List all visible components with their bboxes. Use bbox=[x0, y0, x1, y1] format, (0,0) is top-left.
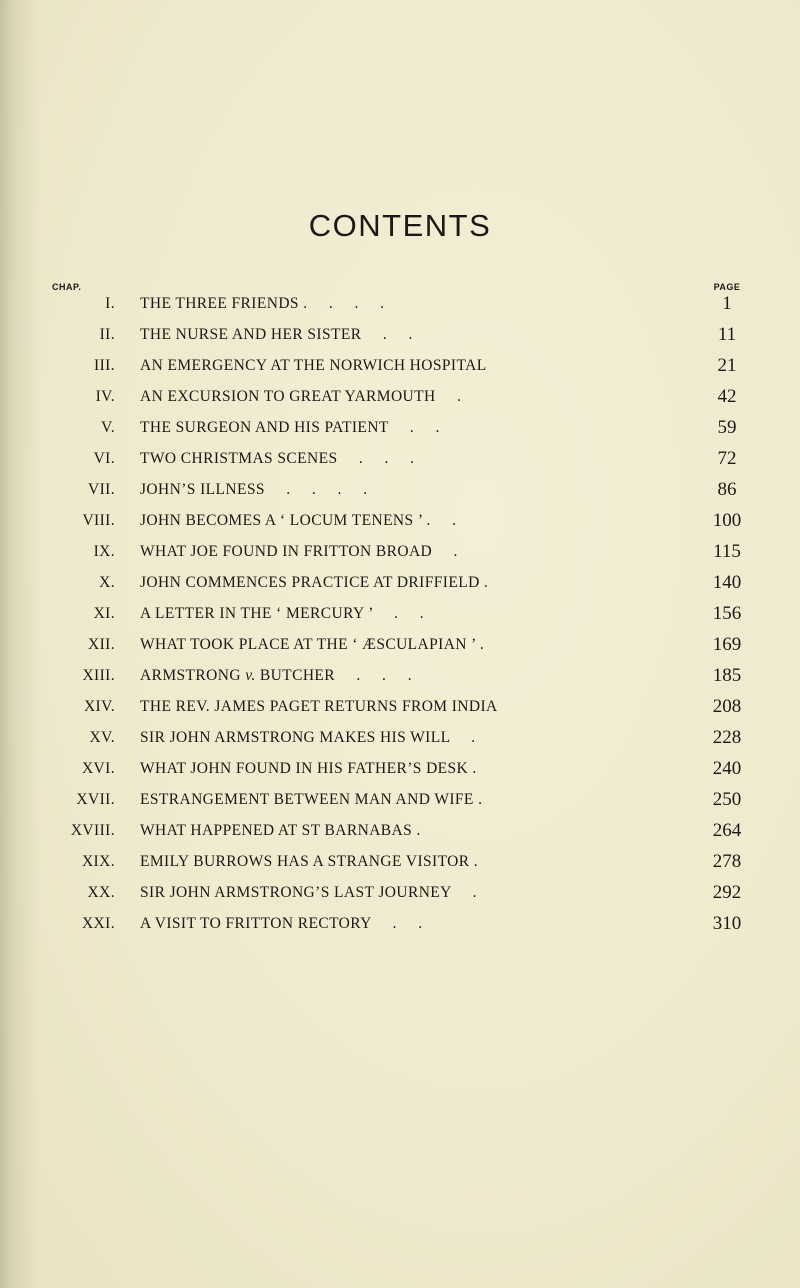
chapter-title: TWO CHRISTMAS SCENES . . . bbox=[140, 450, 415, 467]
chapter-page-number: 208 bbox=[712, 696, 742, 717]
chapter-page-number: 169 bbox=[712, 634, 742, 655]
chapter-page-number: 1 bbox=[722, 293, 732, 314]
chapter-title: SIR JOHN ARMSTRONG’S LAST JOURNEY . bbox=[140, 884, 477, 901]
chapter-page-number: 185 bbox=[712, 665, 742, 686]
chapter-title: WHAT HAPPENED AT ST BARNABAS . bbox=[140, 822, 421, 839]
chapter-page-number: 59 bbox=[717, 417, 737, 438]
chapter-title: WHAT JOHN FOUND IN HIS FATHER’S DESK . bbox=[140, 760, 477, 777]
chapter-page-number: 292 bbox=[712, 882, 742, 903]
toc-entry bbox=[0, 915, 800, 946]
chapter-number: XX. bbox=[87, 884, 115, 901]
page-title: CONTENTS bbox=[308, 208, 492, 243]
chapter-title: THE NURSE AND HER SISTER . . bbox=[140, 326, 413, 343]
chapter-number: X. bbox=[99, 574, 115, 591]
chapter-page-number: 278 bbox=[712, 851, 742, 872]
toc-entry bbox=[0, 295, 800, 326]
chapter-title: JOHN’S ILLNESS . . . . bbox=[140, 481, 368, 498]
chapter-number: II. bbox=[99, 326, 115, 343]
chapter-title: ESTRANGEMENT BETWEEN MAN AND WIFE . bbox=[140, 791, 483, 808]
versus-abbrev: v. bbox=[245, 667, 256, 684]
chapter-number: XVII. bbox=[76, 791, 115, 808]
chapter-number: XVI. bbox=[81, 760, 115, 777]
chapter-title: WHAT TOOK PLACE AT THE ‘ ÆSCULAPIAN ’ . bbox=[140, 636, 485, 653]
toc-entry bbox=[0, 698, 800, 729]
chapter-title: ARMSTRONG v. BUTCHER . . . bbox=[140, 667, 412, 684]
chapter-page-number: 240 bbox=[712, 758, 742, 779]
toc-entry bbox=[0, 543, 800, 574]
toc-entry bbox=[0, 636, 800, 667]
toc-entry bbox=[0, 884, 800, 915]
chapter-page-number: 100 bbox=[712, 510, 742, 531]
chapter-title: WHAT JOE FOUND IN FRITTON BROAD . bbox=[140, 543, 458, 560]
chapter-page-number: 310 bbox=[712, 913, 742, 934]
chapter-page-number: 140 bbox=[712, 572, 742, 593]
chapter-number: XIV. bbox=[83, 698, 115, 715]
chapter-number: IX. bbox=[93, 543, 115, 560]
chapter-number: XIII. bbox=[82, 667, 115, 684]
chapter-page-number: 21 bbox=[717, 355, 737, 376]
chapter-number: I. bbox=[105, 295, 115, 312]
chapter-page-number: 250 bbox=[712, 789, 742, 810]
chapter-page-number: 72 bbox=[717, 448, 737, 469]
toc-entry bbox=[0, 512, 800, 543]
chapter-number: XVIII. bbox=[70, 822, 115, 839]
chapter-page-number: 228 bbox=[712, 727, 742, 748]
chapter-title: JOHN BECOMES A ‘ LOCUM TENENS ’ . . bbox=[140, 512, 457, 529]
toc-entry bbox=[0, 822, 800, 853]
toc-entry bbox=[0, 574, 800, 605]
toc-entry bbox=[0, 853, 800, 884]
chapter-title: A VISIT TO FRITTON RECTORY . . bbox=[140, 915, 423, 932]
chapter-page-number: 86 bbox=[717, 479, 737, 500]
chapter-title: AN EMERGENCY AT THE NORWICH HOSPITAL bbox=[140, 357, 487, 374]
chapter-title: THE REV. JAMES PAGET RETURNS FROM INDIA bbox=[140, 698, 498, 715]
chapter-number: VIII. bbox=[82, 512, 115, 529]
toc-entry bbox=[0, 667, 800, 698]
chapter-page-number: 42 bbox=[717, 386, 737, 407]
chapter-title: THE SURGEON AND HIS PATIENT . . bbox=[140, 419, 440, 436]
chapter-title: AN EXCURSION TO GREAT YARMOUTH . bbox=[140, 388, 462, 405]
toc-entry bbox=[0, 388, 800, 419]
chapter-title: THE THREE FRIENDS . . . . bbox=[140, 295, 385, 312]
toc-entry bbox=[0, 729, 800, 760]
toc-entry bbox=[0, 419, 800, 450]
chapter-number: XI. bbox=[93, 605, 115, 622]
toc-entry bbox=[0, 326, 800, 357]
toc-entry bbox=[0, 791, 800, 822]
toc-entry bbox=[0, 605, 800, 636]
chapter-number: XII. bbox=[88, 636, 115, 653]
chapter-page-number: 156 bbox=[712, 603, 742, 624]
chapter-number: XV. bbox=[89, 729, 115, 746]
chapter-number: XIX. bbox=[81, 853, 115, 870]
chapter-number: VII. bbox=[88, 481, 115, 498]
toc-entry bbox=[0, 450, 800, 481]
chapter-number: XXI. bbox=[81, 915, 115, 932]
toc-entry bbox=[0, 760, 800, 791]
chapter-number: III. bbox=[94, 357, 115, 374]
chap-column-header: CHAP. bbox=[52, 282, 82, 292]
chapter-title: A LETTER IN THE ‘ MERCURY ’ . . bbox=[140, 605, 424, 622]
chapter-title: EMILY BURROWS HAS A STRANGE VISITOR . bbox=[140, 853, 479, 870]
chapter-number: V. bbox=[101, 419, 115, 436]
chapter-title: JOHN COMMENCES PRACTICE AT DRIFFIELD . bbox=[140, 574, 489, 591]
chapter-page-number: 11 bbox=[717, 324, 737, 345]
chapter-number: VI. bbox=[93, 450, 115, 467]
chapter-number: IV. bbox=[95, 388, 115, 405]
chapter-title: SIR JOHN ARMSTRONG MAKES HIS WILL . bbox=[140, 729, 476, 746]
toc-entry bbox=[0, 357, 800, 388]
page-column-header: PAGE bbox=[713, 282, 741, 292]
toc-entry bbox=[0, 481, 800, 512]
chapter-page-number: 115 bbox=[713, 541, 741, 562]
chapter-page-number: 264 bbox=[712, 820, 742, 841]
